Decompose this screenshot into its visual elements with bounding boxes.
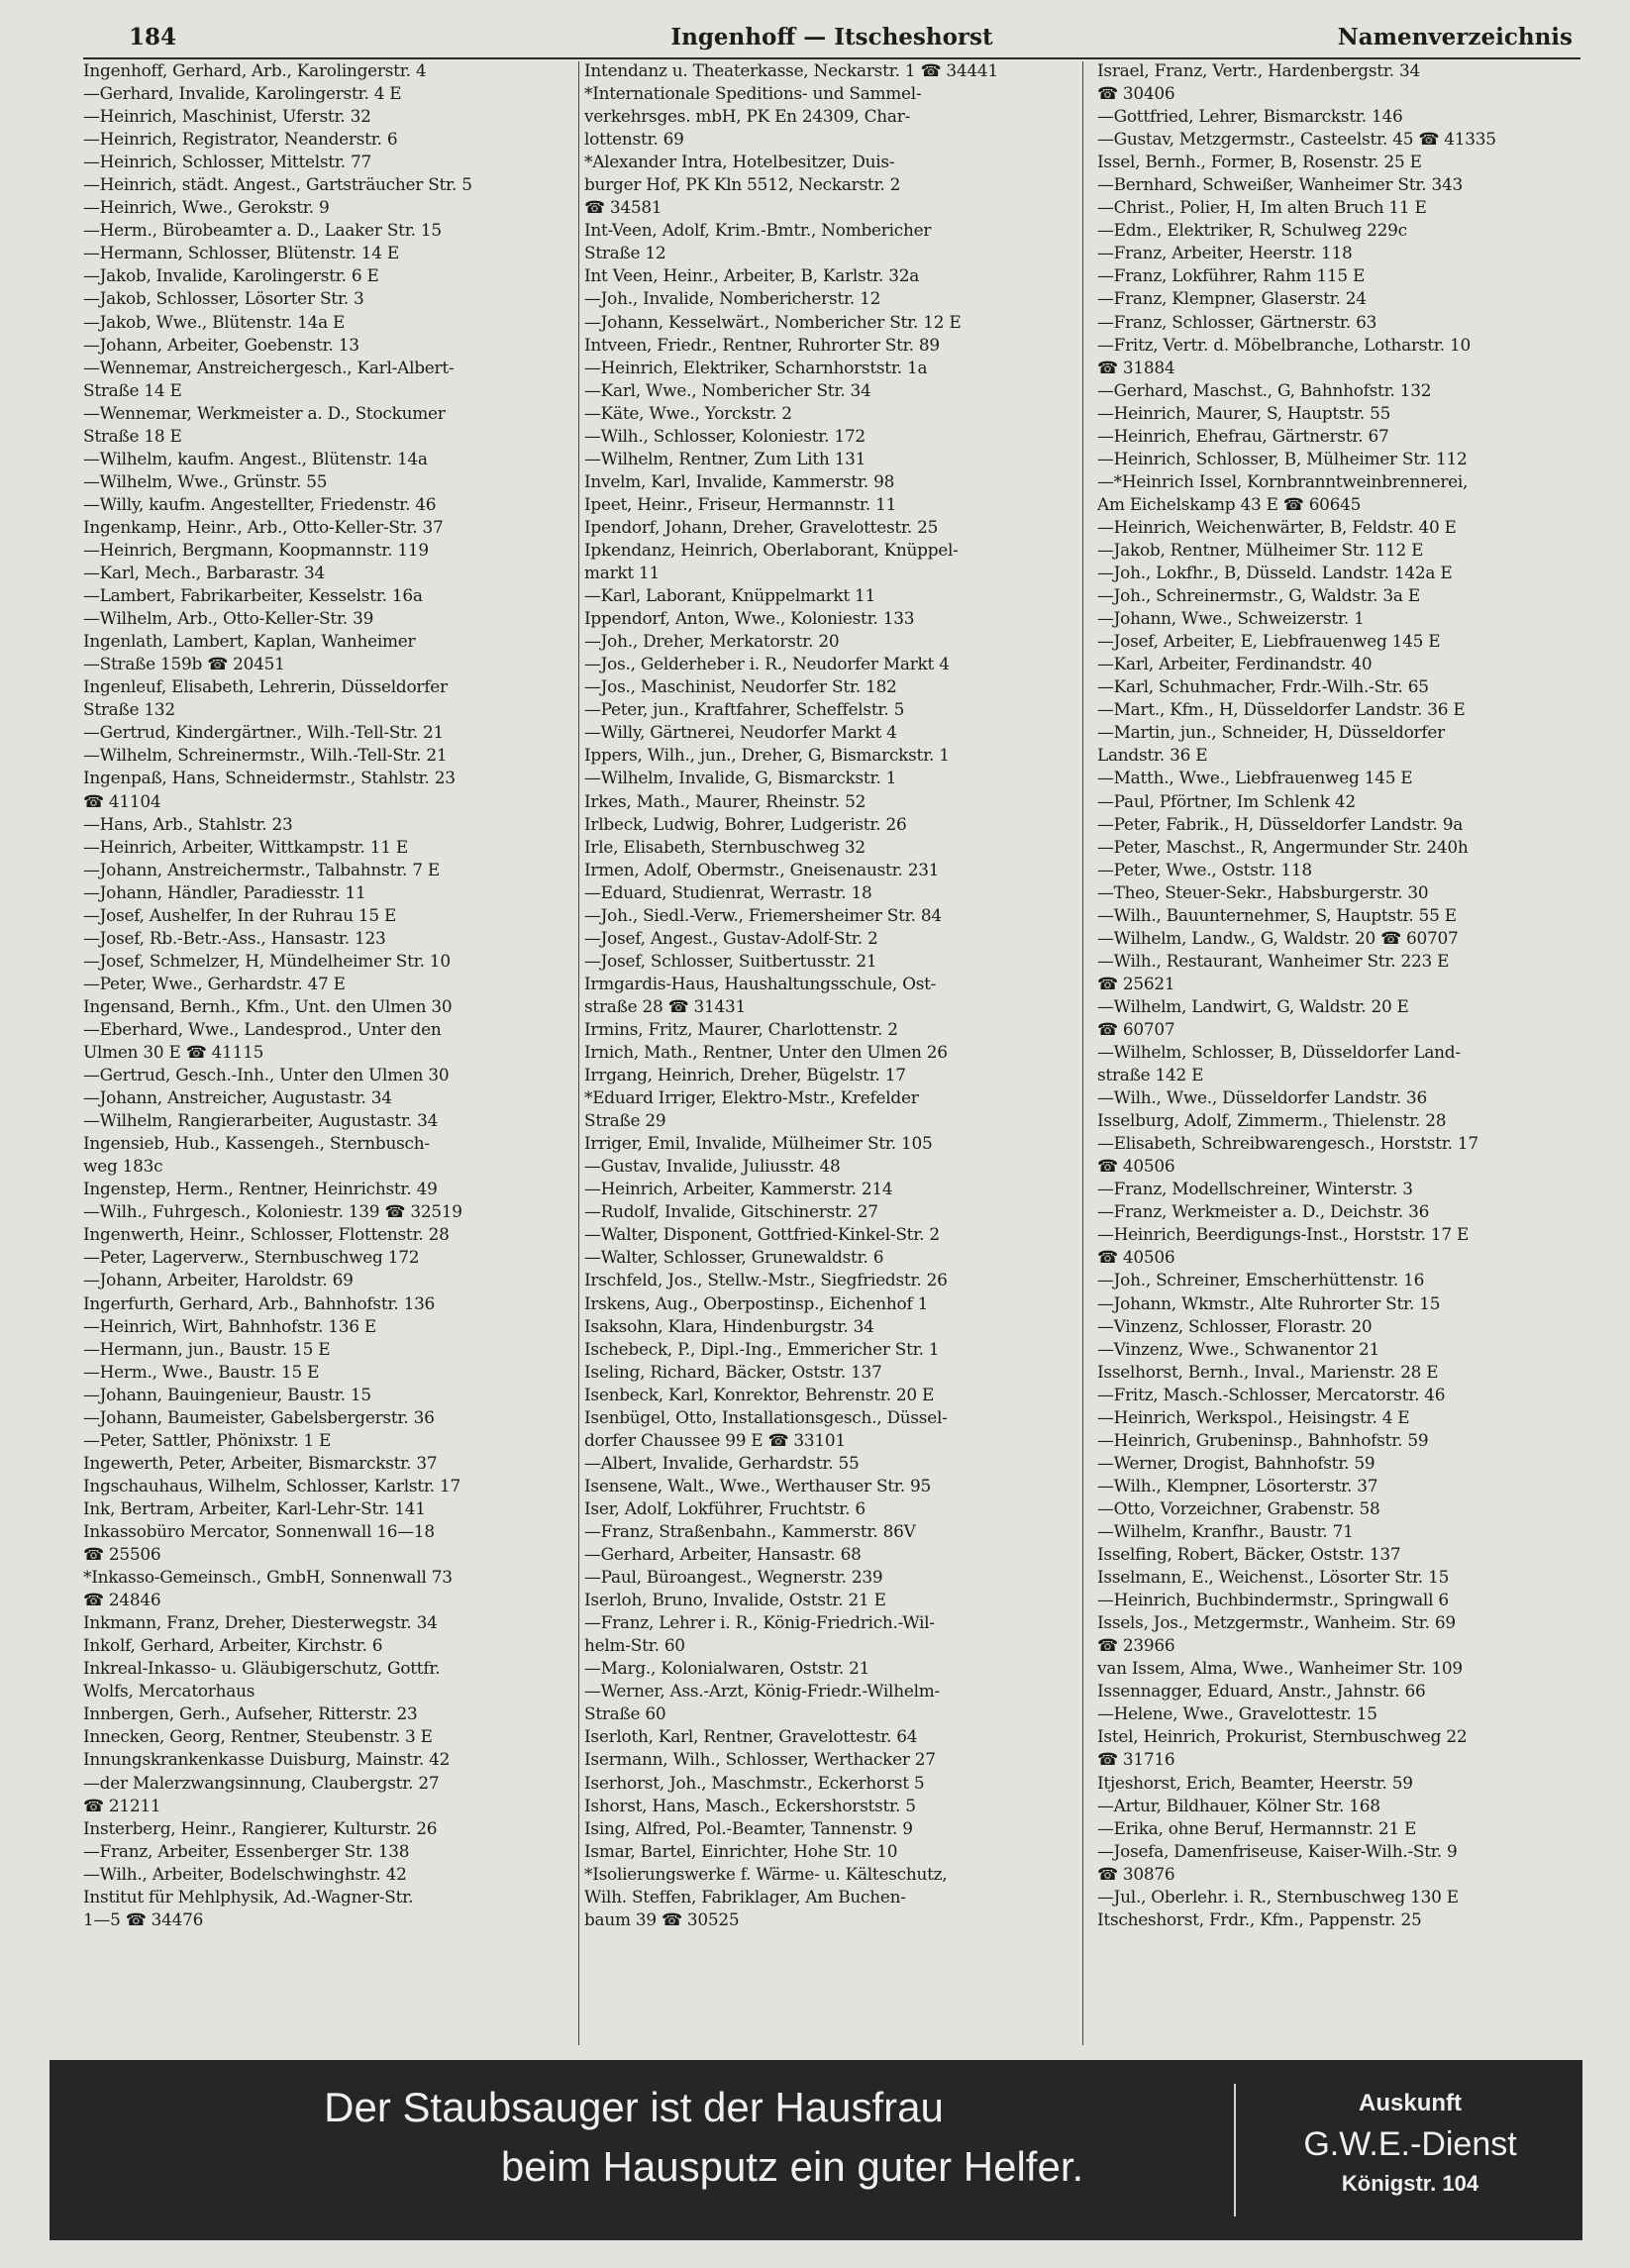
directory-entry: —Wilh., Schlosser, Koloniestr. 172: [584, 425, 866, 446]
directory-entry: —Heinrich, Ehefrau, Gärtnerstr. 67: [1097, 425, 1389, 446]
directory-entry: Innecken, Georg, Rentner, Steubenstr. 3 E: [83, 1726, 433, 1747]
directory-entry: Ising, Alfred, Pol.-Beamter, Tannenstr. 9: [584, 1817, 913, 1838]
directory-entry: —Heinrich, städt. Angest., Gartsträucher Str. 5: [83, 174, 472, 195]
column-divider: [1082, 61, 1083, 2045]
directory-entry: Isensene, Walt., Wwe., Werthauser Str. 95: [584, 1475, 932, 1495]
directory-entry: —Wilh., Wwe., Düsseldorfer Landstr. 36: [1097, 1087, 1427, 1108]
directory-entry: —Karl, Laborant, Knüppelmarkt 11: [584, 585, 876, 606]
directory-entry: Issels, Jos., Metzgermstr., Wanheim. Str. 69: [1097, 1612, 1456, 1633]
directory-entry: —Peter, Lagerverw., Sternbuschweg 172: [83, 1247, 420, 1268]
directory-entry: —Eberhard, Wwe., Landesprod., Unter den: [83, 1018, 442, 1039]
directory-entry: —Joh., Schreiner, Emscherhüttenstr. 16: [1097, 1270, 1425, 1290]
directory-entry: —Franz, Straßenbahn., Kammerstr. 86V: [584, 1521, 916, 1541]
directory-entry: —Straße 159b ☎ 20451: [83, 654, 285, 674]
directory-entry: *Internationale Speditions- und Sammel-: [584, 83, 922, 104]
directory-entry: Straße 132: [83, 699, 175, 720]
directory-entry: —der Malerzwangsinnung, Claubergstr. 27: [83, 1772, 440, 1793]
ad-slogan: [50, 2078, 1218, 2197]
directory-entry: helm-Str. 60: [584, 1635, 685, 1656]
directory-entry: —Heinrich, Registrator, Neanderstr. 6: [83, 129, 398, 150]
directory-entry: —Peter, Sattler, Phönixstr. 1 E: [83, 1429, 332, 1450]
directory-entry: —Gustav, Invalide, Juliusstr. 48: [584, 1156, 841, 1177]
directory-entry: ☎ 34581: [584, 197, 662, 218]
directory-entry: Ippers, Wilh., jun., Dreher, G, Bismarckstr. 1: [584, 745, 950, 766]
directory-entry: —Wilh., Bauunternehmer, S, Hauptstr. 55 E: [1097, 904, 1457, 925]
directory-entry: —Wilhelm, Wwe., Grünstr. 55: [83, 470, 328, 491]
directory-entry: ☎ 40506: [1097, 1247, 1175, 1268]
directory-entry: —Heinrich, Wirt, Bahnhofstr. 136 E: [83, 1315, 376, 1336]
directory-column-2: [584, 59, 1070, 2045]
directory-entry: —Johann, Anstreicher, Augustastr. 34: [83, 1087, 392, 1108]
directory-entry: lottenstr. 69: [584, 129, 684, 150]
directory-entry: Iserhorst, Joh., Maschmstr., Eckerhorst 5: [584, 1772, 925, 1793]
directory-entry: —Jul., Oberlehr. i. R., Sternbuschweg 130 E: [1097, 1886, 1459, 1907]
directory-entry: Ipeet, Heinr., Friseur, Hermannstr. 11: [584, 493, 897, 514]
directory-entry: —Martin, jun., Schneider, H, Düsseldorfer: [1097, 722, 1445, 743]
page-header: [83, 18, 1580, 59]
directory-entry: —Franz, Klempner, Glaserstr. 24: [1097, 288, 1367, 309]
page-number: 184: [129, 24, 177, 51]
directory-entry: —Christ., Polier, H, Im alten Bruch 11 E: [1097, 197, 1427, 218]
directory-entry: —Marg., Kolonialwaren, Oststr. 21: [584, 1658, 870, 1679]
directory-entry: —Hans, Arb., Stahlstr. 23: [83, 813, 293, 834]
directory-entry: ☎ 31716: [1097, 1749, 1175, 1770]
directory-entry: Ippendorf, Anton, Wwe., Koloniestr. 133: [584, 608, 915, 629]
directory-entry: —Bernhard, Schweißer, Wanheimer Str. 343: [1097, 174, 1463, 195]
directory-entry: —Eduard, Studienrat, Werrastr. 18: [584, 881, 872, 902]
directory-entry: Irkes, Math., Maurer, Rheinstr. 52: [584, 790, 866, 811]
directory-entry: Inkassobüro Mercator, Sonnenwall 16—18: [83, 1521, 435, 1541]
directory-entry: —Willy, Gärtnerei, Neudorfer Markt 4: [584, 722, 897, 743]
directory-entry: —Karl, Wwe., Nombericher Str. 34: [584, 379, 871, 400]
directory-entry: Insterberg, Heinr., Rangierer, Kulturstr. 26: [83, 1817, 438, 1838]
directory-entry: Intendanz u. Theaterkasse, Neckarstr. 1 ☎ 34441: [584, 60, 998, 80]
directory-entry: —Joh., Schreinermstr., G, Waldstr. 3a E: [1097, 585, 1420, 606]
directory-entry: Straße 12: [584, 243, 666, 263]
section-title: Namenverzeichnis: [1337, 24, 1573, 51]
directory-entry: —Josef, Arbeiter, E, Liebfrauenweg 145 E: [1097, 631, 1441, 652]
directory-entry: —Karl, Arbeiter, Ferdinandstr. 40: [1097, 654, 1373, 674]
directory-entry: Ingenlath, Lambert, Kaplan, Wanheimer: [83, 631, 416, 652]
directory-entry: —Jakob, Rentner, Mülheimer Str. 112 E: [1097, 539, 1424, 560]
directory-entry: —Franz, Schlosser, Gärtnerstr. 63: [1097, 311, 1377, 332]
directory-entry: —Johann, Wwe., Schweizerstr. 1: [1097, 608, 1365, 629]
directory-entry: *Inkasso-Gemeinsch., GmbH, Sonnenwall 73: [83, 1567, 453, 1588]
directory-entry: —Johann, Baumeister, Gabelsbergerstr. 36: [83, 1406, 435, 1427]
directory-entry: Iser, Adolf, Lokführer, Fruchtstr. 6: [584, 1497, 866, 1518]
directory-entry: —Fritz, Masch.-Schlosser, Mercatorstr. 46: [1097, 1384, 1446, 1404]
directory-entry: —Matth., Wwe., Liebfrauenweg 145 E: [1097, 768, 1413, 788]
directory-entry: Intveen, Friedr., Rentner, Ruhrorter Str. 89: [584, 334, 940, 355]
directory-entry: Ishorst, Hans, Masch., Eckershorststr. 5: [584, 1795, 916, 1815]
directory-entry: —Johann, Arbeiter, Haroldstr. 69: [83, 1270, 354, 1290]
directory-entry: Ingensand, Bernh., Kfm., Unt. den Ulmen 30: [83, 995, 453, 1016]
directory-entry: —Wilhelm, Landw., G, Waldstr. 20 ☎ 60707: [1097, 927, 1459, 948]
directory-entry: —Jakob, Wwe., Blütenstr. 14a E: [83, 311, 346, 332]
directory-entry: —Johann, Anstreichermstr., Talbahnstr. 7 E: [83, 859, 440, 879]
directory-entry: —Josef, Rb.-Betr.-Ass., Hansastr. 123: [83, 927, 386, 948]
directory-entry: —Werner, Ass.-Arzt, König-Friedr.-Wilhelm-: [584, 1681, 940, 1701]
directory-entry: —Peter, Fabrik., H, Düsseldorfer Landstr. 9a: [1097, 813, 1464, 834]
directory-entry: —Paul, Pförtner, Im Schlenk 42: [1097, 790, 1356, 811]
directory-entry: —Gerhard, Maschst., G, Bahnhofstr. 132: [1097, 379, 1432, 400]
directory-column-3: [1097, 59, 1586, 2045]
directory-entry: —Paul, Büroangest., Wegnerstr. 239: [584, 1567, 883, 1588]
directory-entry: Innbergen, Gerh., Aufseher, Ritterstr. 23: [83, 1703, 418, 1724]
directory-entry: —Fritz, Vertr. d. Möbelbranche, Lotharstr. 10: [1097, 334, 1471, 355]
directory-entry: —Heinrich, Arbeiter, Kammerstr. 214: [584, 1179, 893, 1199]
directory-entry: —Josefa, Damenfriseuse, Kaiser-Wilh.-Str. 9: [1097, 1840, 1458, 1861]
directory-entry: Irriger, Emil, Invalide, Mülheimer Str. 105: [584, 1133, 933, 1154]
directory-entry: burger Hof, PK Kln 5512, Neckarstr. 2: [584, 174, 901, 195]
directory-entry: ☎ 24846: [83, 1590, 161, 1610]
directory-entry: —Jos., Gelderheber i. R., Neudorfer Markt 4: [584, 654, 950, 674]
directory-entry: —Wilhelm, Landwirt, G, Waldstr. 20 E: [1097, 995, 1409, 1016]
directory-entry: van Issem, Alma, Wwe., Wanheimer Str. 109: [1097, 1658, 1463, 1679]
directory-entry: —Lambert, Fabrikarbeiter, Kesselstr. 16a: [83, 585, 423, 606]
directory-entry: —Erika, ohne Beruf, Hermannstr. 21 E: [1097, 1817, 1417, 1838]
directory-entry: Landstr. 36 E: [1097, 745, 1208, 766]
directory-entry: Invelm, Karl, Invalide, Kammerstr. 98: [584, 470, 895, 491]
directory-entry: —Helene, Wwe., Gravelottestr. 15: [1097, 1703, 1377, 1724]
directory-entry: —Wilhelm, Arb., Otto-Keller-Str. 39: [83, 608, 374, 629]
directory-entry: Israel, Franz, Vertr., Hardenbergstr. 34: [1097, 60, 1420, 80]
directory-entry: —Joh., Dreher, Merkatorstr. 20: [584, 631, 840, 652]
directory-entry: Issel, Bernh., Former, B, Rosenstr. 25 E: [1097, 152, 1422, 172]
directory-entry: —Johann, Bauingenieur, Baustr. 15: [83, 1384, 371, 1404]
page-title: Ingenhoff — Itscheshorst: [670, 24, 993, 51]
directory-entry: —Johann, Wkmstr., Alte Ruhrorter Str. 15: [1097, 1292, 1441, 1313]
directory-entry: —Peter, Wwe., Gerhardstr. 47 E: [83, 973, 346, 993]
directory-entry: —Heinrich, Bergmann, Koopmannstr. 119: [83, 539, 429, 560]
directory-entry: —Gustav, Metzgermstr., Casteelstr. 45 ☎ 41335: [1097, 129, 1496, 150]
directory-entry: —Wilh., Arbeiter, Bodelschwinghstr. 42: [83, 1863, 407, 1884]
directory-entry: —Johann, Arbeiter, Goebenstr. 13: [83, 334, 359, 355]
directory-entry: —Heinrich, Beerdigungs-Inst., Horststr. 17 E: [1097, 1224, 1470, 1245]
directory-entry: —Franz, Arbeiter, Heerstr. 118: [1097, 243, 1353, 263]
directory-entry: —Wilhelm, Schlosser, B, Düsseldorfer Land-: [1097, 1042, 1461, 1063]
directory-entry: ☎ 41104: [83, 790, 161, 811]
directory-entry: —Franz, Lehrer i. R., König-Friedrich.-Wil-: [584, 1612, 935, 1633]
ad-info-title: Auskunft: [1359, 2090, 1462, 2116]
directory-entry: Int Veen, Heinr., Arbeiter, B, Karlstr. 32a: [584, 265, 920, 286]
directory-entry: Irnich, Math., Rentner, Unter den Ulmen 26: [584, 1042, 948, 1063]
directory-entry: —Gertrud, Gesch.-Inh., Unter den Ulmen 30: [83, 1065, 450, 1085]
directory-entry: —Elisabeth, Schreibwarengesch., Horststr. 17: [1097, 1133, 1478, 1154]
directory-entry: —Heinrich, Schlosser, B, Mülheimer Str. 112: [1097, 448, 1468, 468]
directory-entry: Straße 60: [584, 1703, 666, 1724]
directory-entry: ☎ 21211: [83, 1795, 161, 1815]
directory-entry: —Josef, Aushelfer, In der Ruhrau 15 E: [83, 904, 397, 925]
directory-entry: —Heinrich, Wwe., Gerokstr. 9: [83, 197, 330, 218]
directory-entry: —Franz, Werkmeister a. D., Deichstr. 36: [1097, 1201, 1430, 1222]
directory-entry: —Herm., Bürobeamter a. D., Laaker Str. 15: [83, 220, 442, 241]
directory-entry: —Peter, jun., Kraftfahrer, Scheffelstr. 5: [584, 699, 905, 720]
directory-entry: —Heinrich, Maschinist, Uferstr. 32: [83, 106, 371, 127]
directory-entry: —Jakob, Invalide, Karolingerstr. 6 E: [83, 265, 379, 286]
directory-entry: Wolfs, Mercatorhaus: [83, 1681, 255, 1701]
directory-entry: —Willy, kaufm. Angestellter, Friedenstr. 46: [83, 493, 437, 514]
directory-entry: Straße 29: [584, 1110, 666, 1131]
directory-entry: —*Heinrich Issel, Kornbranntweinbrennerei,: [1097, 470, 1469, 491]
directory-entry: —Heinrich, Arbeiter, Wittkampstr. 11 E: [83, 836, 408, 857]
directory-entry: —Wilhelm, Rentner, Zum Lith 131: [584, 448, 866, 468]
directory-entry: dorfer Chaussee 99 E ☎ 33101: [584, 1429, 846, 1450]
directory-entry: —Wilhelm, Rangierarbeiter, Augustastr. 34: [83, 1110, 439, 1131]
directory-entry: —Walter, Schlosser, Grunewaldstr. 6: [584, 1247, 884, 1268]
directory-entry: —Artur, Bildhauer, Kölner Str. 168: [1097, 1795, 1380, 1815]
directory-entry: —Gottfried, Lehrer, Bismarckstr. 146: [1097, 106, 1403, 127]
directory-entry: —Wilhelm, Kranfhr., Baustr. 71: [1097, 1521, 1354, 1541]
directory-entry: —Wilhelm, Schreinermstr., Wilh.-Tell-Str. 21: [83, 745, 448, 766]
directory-entry: Ipkendanz, Heinrich, Oberlaborant, Knüppel-: [584, 539, 959, 560]
directory-entry: —Wennemar, Anstreichergesch., Karl-Albert-: [83, 357, 455, 377]
directory-entry: Ingenhoff, Gerhard, Arb., Karolingerstr. 4: [83, 60, 427, 80]
directory-entry: Isenbeck, Karl, Konrektor, Behrenstr. 20 E: [584, 1384, 935, 1404]
directory-entry: —Wilh., Klempner, Lösorterstr. 37: [1097, 1475, 1378, 1495]
directory-entry: Irrgang, Heinrich, Dreher, Bügelstr. 17: [584, 1065, 906, 1085]
ad-info-name: G.W.E.-Dienst: [1303, 2125, 1517, 2163]
directory-entry: —Josef, Schmelzer, H, Mündelheimer Str. 10: [83, 950, 451, 971]
directory-entry: —Josef, Schlosser, Suitbertusstr. 21: [584, 950, 877, 971]
directory-entry: weg 183c: [83, 1156, 163, 1177]
directory-entry: Isermann, Wilh., Schlosser, Werthacker 27: [584, 1749, 936, 1770]
directory-entry: Istel, Heinrich, Prokurist, Sternbuschweg 22: [1097, 1726, 1468, 1747]
directory-entry: —Franz, Modellschreiner, Winterstr. 3: [1097, 1179, 1413, 1199]
directory-entry: ☎ 30876: [1097, 1863, 1175, 1884]
directory-entry: —Heinrich, Elektriker, Scharnhorststr. 1a: [584, 357, 928, 377]
directory-entry: Itscheshorst, Frdr., Kfm., Pappenstr. 25: [1097, 1908, 1422, 1929]
directory-entry: Ink, Bertram, Arbeiter, Karl-Lehr-Str. 141: [83, 1497, 426, 1518]
directory-entry: —Heinrich, Buchbindermstr., Springwall 6: [1097, 1590, 1449, 1610]
directory-entry: *Isolierungswerke f. Wärme- u. Kälteschutz,: [584, 1863, 948, 1884]
directory-entry: —Peter, Wwe., Oststr. 118: [1097, 859, 1312, 879]
directory-entry: —Mart., Kfm., H, Düsseldorfer Landstr. 36 E: [1097, 699, 1466, 720]
directory-entry: ☎ 60707: [1097, 1018, 1175, 1039]
directory-entry: —Peter, Maschst., R, Angermunder Str. 240h: [1097, 836, 1469, 857]
directory-entry: —Josef, Angest., Gustav-Adolf-Str. 2: [584, 927, 878, 948]
directory-entry: Institut für Mehlphysik, Ad.-Wagner-Str.: [83, 1886, 414, 1907]
directory-entry: 1—5 ☎ 34476: [83, 1908, 204, 1929]
directory-entry: —Karl, Mech., Barbarastr. 34: [83, 563, 326, 583]
directory-entry: —Wilhelm, Invalide, G, Bismarckstr. 1: [584, 768, 897, 788]
directory-entry: —Herm., Wwe., Baustr. 15 E: [83, 1361, 320, 1382]
directory-entry: —Werner, Drogist, Bahnhofstr. 59: [1097, 1452, 1375, 1473]
directory-entry: Inkreal-Inkasso- u. Gläubigerschutz, Gottfr.: [83, 1658, 441, 1679]
directory-entry: —Heinrich, Weichenwärter, B, Feldstr. 40 E: [1097, 516, 1457, 537]
directory-entry: Ingenwerth, Heinr., Schlosser, Flottenstr. 28: [83, 1224, 450, 1245]
directory-entry: Ingschauhaus, Wilhelm, Schlosser, Karlstr. 17: [83, 1475, 461, 1495]
directory-entry: Isselhorst, Bernh., Inval., Marienstr. 28 E: [1097, 1361, 1439, 1382]
directory-entry: Irskens, Aug., Oberpostinsp., Eichenhof 1: [584, 1292, 929, 1313]
directory-entry: Ingensieb, Hub., Kassengeh., Sternbusch-: [83, 1133, 430, 1154]
directory-entry: —Albert, Invalide, Gerhardstr. 55: [584, 1452, 860, 1473]
directory-entry: —Wilh., Fuhrgesch., Koloniestr. 139 ☎ 32519: [83, 1201, 462, 1222]
ad-info-box: [1242, 2086, 1579, 2201]
directory-entry: —Theo, Steuer-Sekr., Habsburgerstr. 30: [1097, 881, 1429, 902]
directory-entry: —Heinrich, Maurer, S, Hauptstr. 55: [1097, 402, 1391, 423]
directory-entry: Irlbeck, Ludwig, Bohrer, Ludgeristr. 26: [584, 813, 907, 834]
directory-entry: Iserloh, Bruno, Invalide, Oststr. 21 E: [584, 1590, 886, 1610]
directory-entry: Irmins, Fritz, Maurer, Charlottenstr. 2: [584, 1018, 898, 1039]
directory-entry: ☎ 25506: [83, 1544, 161, 1565]
directory-entry: ☎ 40506: [1097, 1156, 1175, 1177]
ad-info-address: Königstr. 104: [1341, 2171, 1479, 2196]
directory-entry: —Hermann, Schlosser, Blütenstr. 14 E: [83, 243, 399, 263]
directory-entry: —Joh., Siedl.-Verw., Friemersheimer Str. 84: [584, 904, 942, 925]
directory-entry: Isselburg, Adolf, Zimmerm., Thielenstr. 28: [1097, 1110, 1447, 1131]
directory-entry: —Joh., Invalide, Nombericherstr. 12: [584, 288, 881, 309]
directory-entry: —Heinrich, Grubeninsp., Bahnhofstr. 59: [1097, 1429, 1429, 1450]
directory-entry: straße 142 E: [1097, 1065, 1204, 1085]
ad-divider: [1234, 2084, 1236, 2216]
directory-entry: Am Eichelskamp 43 E ☎ 60645: [1097, 493, 1362, 514]
directory-entry: Ingenleuf, Elisabeth, Lehrerin, Düsseldorfer: [83, 676, 448, 697]
directory-entry: Ingenpaß, Hans, Schneidermstr., Stahlstr. 23: [83, 768, 456, 788]
ad-slogan-line-2: beim Hausputz ein guter Helfer.: [500, 2143, 1084, 2190]
directory-entry: —Karl, Schuhmacher, Frdr.-Wilh.-Str. 65: [1097, 676, 1429, 697]
directory-entry: Ischebeck, P., Dipl.-Ing., Emmericher Str. 1: [584, 1338, 940, 1359]
directory-entry: Ulmen 30 E ☎ 41115: [83, 1042, 264, 1063]
directory-entry: —Käte, Wwe., Yorckstr. 2: [584, 402, 792, 423]
directory-entry: Irmgardis-Haus, Haushaltungsschule, Ost-: [584, 973, 937, 993]
directory-entry: baum 39 ☎ 30525: [584, 1908, 740, 1929]
directory-entry: —Gertrud, Kindergärtner., Wilh.-Tell-Str. 21: [83, 722, 444, 743]
directory-entry: verkehrsges. mbH, PK En 24309, Char-: [584, 106, 911, 127]
directory-entry: ☎ 31884: [1097, 357, 1175, 377]
directory-entry: Int-Veen, Adolf, Krim.-Bmtr., Nombericher: [584, 220, 932, 241]
directory-entry: ☎ 25621: [1097, 973, 1175, 993]
directory-entry: Ismar, Bartel, Einrichter, Hohe Str. 10: [584, 1840, 898, 1861]
directory-entry: ☎ 23966: [1097, 1635, 1175, 1656]
directory-entry: —Franz, Lokführer, Rahm 115 E: [1097, 265, 1366, 286]
directory-entry: *Eduard Irriger, Elektro-Mstr., Krefelder: [584, 1087, 919, 1108]
directory-entry: Straße 14 E: [83, 379, 182, 400]
directory-entry: ☎ 30406: [1097, 83, 1175, 104]
directory-entry: Ingenkamp, Heinr., Arb., Otto-Keller-Str. 37: [83, 516, 444, 537]
directory-entry: —Johann, Händler, Paradiesstr. 11: [83, 881, 366, 902]
directory-entry: Irmen, Adolf, Obermstr., Gneisenaustr. 231: [584, 859, 940, 879]
directory-entry: —Vinzenz, Schlosser, Florastr. 20: [1097, 1315, 1373, 1336]
directory-entry: Straße 18 E: [83, 425, 182, 446]
directory-entry: —Otto, Vorzeichner, Grabenstr. 58: [1097, 1497, 1380, 1518]
directory-entry: —Edm., Elektriker, R, Schulweg 229c: [1097, 220, 1407, 241]
directory-entry: —Franz, Arbeiter, Essenberger Str. 138: [83, 1840, 410, 1861]
directory-entry: —Wennemar, Werkmeister a. D., Stockumer: [83, 402, 446, 423]
directory-entry: Irle, Elisabeth, Sternbuschweg 32: [584, 836, 866, 857]
directory-entry: —Gerhard, Arbeiter, Hansastr. 68: [584, 1544, 862, 1565]
directory-entry: Isenbügel, Otto, Installationsgesch., Düssel-: [584, 1406, 948, 1427]
directory-entry: —Jos., Maschinist, Neudorfer Str. 182: [584, 676, 897, 697]
directory-entry: straße 28 ☎ 31431: [584, 995, 746, 1016]
directory-entry: —Joh., Lokfhr., B, Düsseld. Landstr. 142a E: [1097, 563, 1453, 583]
directory-entry: —Johann, Kesselwärt., Nombericher Str. 12 E: [584, 311, 962, 332]
directory-entry: —Vinzenz, Wwe., Schwanentor 21: [1097, 1338, 1379, 1359]
directory-entry: Innungskrankenkasse Duisburg, Mainstr. 42: [83, 1749, 451, 1770]
directory-entry: —Rudolf, Invalide, Gitschinerstr. 27: [584, 1201, 878, 1222]
directory-entry: —Wilhelm, kaufm. Angest., Blütenstr. 14a: [83, 448, 428, 468]
directory-entry: —Wilh., Restaurant, Wanheimer Str. 223 E: [1097, 950, 1450, 971]
directory-entry: Isaksohn, Klara, Hindenburgstr. 34: [584, 1315, 874, 1336]
directory-entry: —Hermann, jun., Baustr. 15 E: [83, 1338, 331, 1359]
directory-entry: Wilh. Steffen, Fabriklager, Am Buchen-: [584, 1886, 906, 1907]
directory-entry: Ingewerth, Peter, Arbeiter, Bismarckstr. 37: [83, 1452, 438, 1473]
directory-entry: Itjeshorst, Erich, Beamter, Heerstr. 59: [1097, 1772, 1413, 1793]
column-divider: [578, 61, 579, 2045]
directory-entry: —Heinrich, Schlosser, Mittelstr. 77: [83, 152, 372, 172]
directory-entry: —Jakob, Schlosser, Lösorter Str. 3: [83, 288, 364, 309]
directory-entry: Issennagger, Eduard, Anstr., Jahnstr. 66: [1097, 1681, 1426, 1701]
ad-slogan-line-1: Der Staubsauger ist der Hausfrau: [324, 2084, 944, 2130]
directory-entry: Inkolf, Gerhard, Arbeiter, Kirchstr. 6: [83, 1635, 383, 1656]
directory-entry: Ingenstep, Herm., Rentner, Heinrichstr. 49: [83, 1179, 438, 1199]
directory-entry: Irschfeld, Jos., Stellw.-Mstr., Siegfriedstr. 26: [584, 1270, 948, 1290]
directory-entry: —Gerhard, Invalide, Karolingerstr. 4 E: [83, 83, 402, 104]
directory-entry: markt 11: [584, 563, 661, 583]
directory-entry: Isselfing, Robert, Bäcker, Oststr. 137: [1097, 1544, 1401, 1565]
directory-entry: Inkmann, Franz, Dreher, Diesterwegstr. 34: [83, 1612, 438, 1633]
directory-entry: Iseling, Richard, Bäcker, Oststr. 137: [584, 1361, 882, 1382]
directory-entry: *Alexander Intra, Hotelbesitzer, Duis-: [584, 152, 895, 172]
directory-entry: —Walter, Disponent, Gottfried-Kinkel-Str. 2: [584, 1224, 940, 1245]
directory-entry: Ipendorf, Johann, Dreher, Gravelottestr. 25: [584, 516, 939, 537]
directory-entry: Ingerfurth, Gerhard, Arb., Bahnhofstr. 136: [83, 1292, 436, 1313]
directory-entry: —Heinrich, Werkspol., Heisingstr. 4 E: [1097, 1406, 1410, 1427]
directory-entry: Iserloth, Karl, Rentner, Gravelottestr. 64: [584, 1726, 918, 1747]
directory-entry: Isselmann, E., Weichenst., Lösorter Str. 15: [1097, 1567, 1450, 1588]
directory-column-1: [83, 59, 572, 2045]
advertisement-banner: [50, 2060, 1582, 2240]
